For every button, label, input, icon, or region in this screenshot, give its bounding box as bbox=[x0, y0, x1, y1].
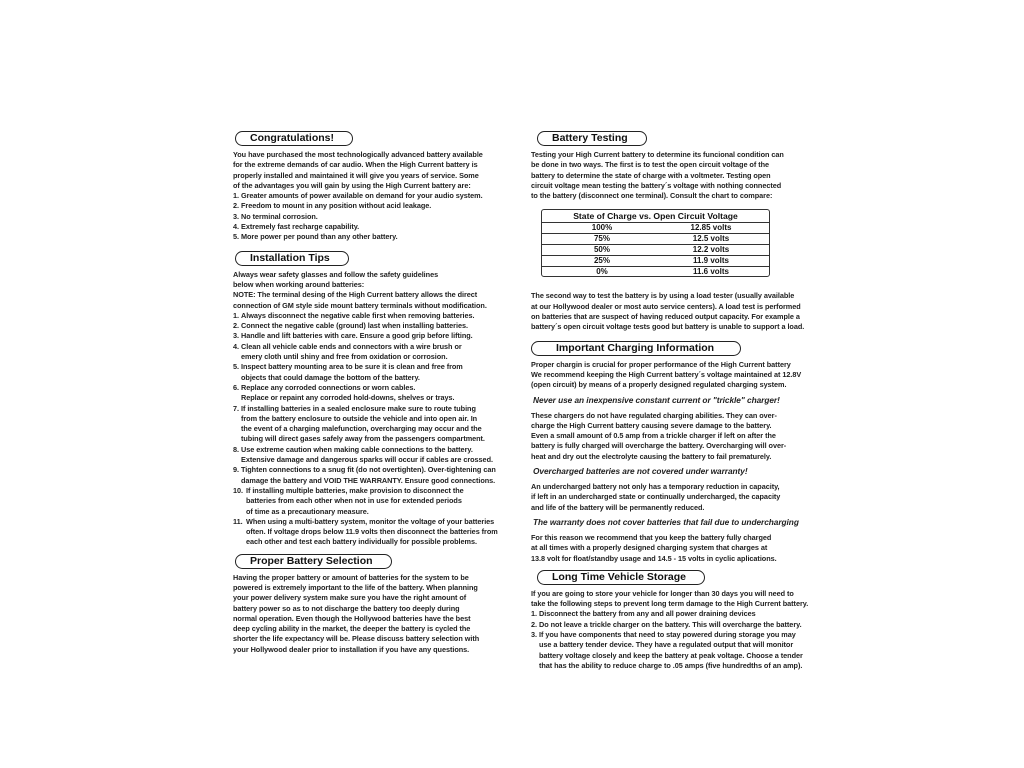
item-text: Do not leave a trickle charger on the battery. This will overcharge the battery. bbox=[539, 619, 802, 629]
selection-heading: Proper Battery Selection bbox=[235, 554, 392, 569]
text-line: The second way to test the battery is by using a load tester (usually available bbox=[531, 291, 795, 301]
selection-section bbox=[233, 551, 495, 655]
item-text: often. If voltage drops below 11.9 volts then disconnect the batteries from bbox=[246, 527, 498, 537]
item-text: Replace or repaint any corroded hold-downs, shelves or trays. bbox=[241, 393, 455, 403]
text-line: We recommend keeping the High Current battery´s voltage maintained at 12.8V bbox=[531, 369, 802, 379]
list-item bbox=[233, 465, 495, 486]
item-text: Extensive damage and dangerous sparks will occur if cables are crossed. bbox=[241, 455, 493, 465]
item-text: More power per pound than any other battery. bbox=[241, 232, 398, 242]
charge-voltage-table bbox=[541, 209, 770, 277]
storage-section bbox=[531, 567, 809, 671]
text-line: if left in an undercharged state or continually undercharged, the capacity bbox=[531, 492, 781, 502]
charging-section bbox=[531, 338, 802, 564]
item-text: battery voltage closely and keep the battery at peak voltage. Choose a tender bbox=[539, 650, 803, 660]
item-text: the event of a charging malefunction, overcharging may occur and the bbox=[241, 424, 482, 434]
item-text: Handle and lift batteries with care. Ensure a good grip before lifting. bbox=[241, 331, 473, 341]
item-text: If installing multiple batteries, make provision to disconnect the bbox=[246, 485, 464, 495]
text-line: of the advantages you will gain by using the High Current battery are: bbox=[233, 180, 471, 190]
text-line: battery is fully charged will overcharge the battery. Overcharging will over- bbox=[531, 441, 787, 451]
item-number: 6. bbox=[233, 382, 239, 392]
list-item bbox=[233, 342, 495, 363]
item-text: Always disconnect the negative cable first when removing batteries. bbox=[241, 310, 475, 320]
warning-overcharged: Overcharged batteries are not covered under warranty! bbox=[533, 466, 748, 477]
text-line: Always wear safety glasses and follow the safety guidelines bbox=[233, 269, 439, 279]
list-item bbox=[233, 516, 498, 548]
item-number: 3. bbox=[233, 211, 239, 221]
installation-heading: Installation Tips bbox=[235, 251, 349, 266]
item-number: 2. bbox=[531, 619, 537, 629]
list-item bbox=[233, 383, 495, 404]
item-text: Clean all vehicle cable ends and connectors with a wire brush or bbox=[241, 341, 462, 351]
left-column bbox=[233, 128, 498, 655]
list-item bbox=[233, 232, 495, 242]
text-line: be done in two ways. The first is to test the open circuit voltage of the bbox=[531, 160, 769, 170]
text-line: battery to determine the state of charge with a voltmeter. Testing open bbox=[531, 170, 771, 180]
table-row bbox=[542, 234, 769, 245]
text-line: Testing your High Current battery to determine its funcional condition can bbox=[531, 150, 784, 159]
item-text: When using a multi-battery system, monitor the voltage of your batteries bbox=[246, 516, 495, 526]
table-row bbox=[542, 245, 769, 256]
item-number: 7. bbox=[233, 403, 239, 413]
text-line: An undercharged battery not only has a temporary reduction in capacity, bbox=[531, 482, 780, 492]
text-line: normal operation. Even though the Hollywood batteries have the best bbox=[233, 613, 471, 623]
installation-section bbox=[233, 248, 498, 548]
item-text: objects that could damage the bottom of the battery. bbox=[241, 372, 420, 382]
charge-cell: 0% bbox=[596, 266, 608, 276]
item-text: of time as a precautionary measure. bbox=[246, 506, 369, 516]
item-number: 1. bbox=[233, 310, 239, 320]
text-line: charge the High Current battery causing severe damage to the battery. bbox=[531, 420, 772, 430]
text-line: at our Hollywood dealer or most auto service centers). A load test is performed bbox=[531, 301, 801, 311]
testing-heading: Battery Testing bbox=[537, 131, 647, 146]
storage-list bbox=[531, 609, 803, 671]
congratulations-intro bbox=[233, 150, 495, 191]
charge-cell: 75% bbox=[593, 234, 610, 244]
text-line: connection of GM style side mount battery terminals without modification. bbox=[233, 300, 487, 310]
text-line: deep cycling ability in the market, the deeper the battery is cycled the bbox=[233, 624, 471, 634]
item-text: Freedom to mount in any position without acid leakage. bbox=[241, 201, 432, 211]
list-item bbox=[233, 222, 495, 232]
item-text: No terminal corrosion. bbox=[241, 211, 318, 221]
storage-heading: Long Time Vehicle Storage bbox=[537, 570, 705, 585]
item-number: 3. bbox=[531, 630, 537, 639]
charge-cell: 50% bbox=[593, 245, 610, 255]
charge-cell: 25% bbox=[593, 255, 610, 265]
item-number: 1. bbox=[233, 191, 239, 201]
voltage-cell: 11.6 volts bbox=[692, 266, 730, 276]
text-line: your power delivery system make sure you have the right amount of bbox=[233, 593, 467, 603]
item-number: 4. bbox=[233, 222, 239, 232]
text-line: Proper chargin is crucial for proper performance of the High Current battery bbox=[531, 359, 791, 369]
item-number: 9. bbox=[233, 465, 239, 475]
item-number: 5. bbox=[233, 362, 239, 372]
text-line: NOTE: The terminal desing of the High Current battery allows the direct bbox=[233, 290, 478, 300]
table-row bbox=[542, 256, 769, 267]
warning-undercharging: The warranty does not cover batteries that fail due to undercharging bbox=[533, 516, 799, 527]
item-number: 1. bbox=[531, 609, 537, 619]
item-number: 8. bbox=[233, 444, 239, 454]
item-text: Replace any corroded connections or worn cables. bbox=[241, 382, 416, 392]
item-number: 3. bbox=[233, 331, 239, 341]
table-row bbox=[542, 267, 769, 277]
item-number: 2. bbox=[233, 201, 239, 211]
list-item bbox=[233, 201, 495, 211]
text-line: These chargers do not have regulated charging abilities. They can over- bbox=[531, 410, 777, 420]
congratulations-heading: Congratulations! bbox=[235, 131, 353, 146]
list-item bbox=[233, 321, 495, 331]
voltage-cell: 11.9 volts bbox=[692, 255, 730, 265]
charging-heading: Important Charging Information bbox=[531, 341, 741, 356]
list-item bbox=[233, 362, 495, 383]
item-text: tubing will direct gases safely away from the passengers compartment. bbox=[241, 434, 485, 444]
text-line: for the extreme demands of car audio. When the High Current battery is bbox=[233, 160, 478, 170]
list-item bbox=[531, 619, 802, 630]
congratulations-section bbox=[233, 128, 495, 243]
list-item bbox=[531, 609, 795, 619]
item-text: from the battery enclosure to outside the vehicle and into open air. In bbox=[241, 413, 478, 423]
text-line: heat and dry out the electrolyte causing the battery to fail prematurely. bbox=[531, 451, 772, 461]
text-line: battery´s open circuit voltage tests good but battery is unable to support a load. bbox=[531, 322, 805, 332]
text-line: below when working around batteries: bbox=[233, 279, 365, 289]
text-line: on batteries that are suspect of having reduced output capacity. For example a bbox=[531, 312, 800, 322]
right-column bbox=[531, 128, 809, 671]
item-text: Extremely fast recharge capability. bbox=[241, 222, 360, 232]
table-title: State of Charge vs. Open Circuit Voltage bbox=[542, 210, 769, 223]
item-number: 10. bbox=[233, 485, 243, 495]
voltage-cell: 12.2 volts bbox=[692, 245, 730, 255]
item-text: batteries from each other when not in use for extended periods bbox=[246, 496, 462, 506]
warning-trickle: Never use an inexpensive constant current or "trickle" charger! bbox=[533, 394, 780, 405]
item-text: damage the battery and VOID THE WARRANTY. Ensure good connections. bbox=[241, 475, 496, 485]
text-line: 13.8 volt for float/standby usage and 14.5 - 15 volts in cyclic aplications. bbox=[531, 553, 777, 563]
item-text: each other and test each battery individually for possible problems. bbox=[246, 537, 477, 547]
charge-cell: 100% bbox=[591, 223, 613, 233]
text-line: (open circuit) by means of a properly designed regulated charging system. bbox=[531, 380, 787, 390]
table-row bbox=[542, 223, 769, 234]
item-text: Inspect battery mounting area to be sure it is clean and free from bbox=[241, 362, 463, 372]
list-item bbox=[233, 191, 495, 201]
list-item bbox=[233, 486, 495, 517]
list-item bbox=[233, 445, 495, 466]
advantages-list bbox=[233, 191, 495, 242]
text-line: shorter the life expectancy will be. Please discuss battery selection with bbox=[233, 634, 480, 644]
item-text: If you have components that need to stay powered during storage you may bbox=[539, 630, 796, 639]
item-text: Disconnect the battery from any and all power draining devices bbox=[539, 609, 756, 619]
list-item bbox=[233, 404, 495, 445]
text-line: You have purchased the most technologically advanced battery available bbox=[233, 150, 483, 159]
text-line: battery power so as to not discharge the battery too deeply during bbox=[233, 603, 460, 613]
item-text: Greater amounts of power available on demand for your audio system. bbox=[241, 191, 483, 201]
item-text: Connect the negative cable (ground) last when installing batteries. bbox=[241, 321, 468, 331]
text-line: circuit voltage mean testing the battery´s voltage with nothing connected bbox=[531, 180, 782, 190]
voltage-cell: 12.5 volts bbox=[692, 234, 730, 244]
text-line: powered is extremely important to the life of the battery. When planning bbox=[233, 582, 478, 592]
text-line: and life of the battery will be permanently reduced. bbox=[531, 502, 705, 512]
item-number: 2. bbox=[233, 321, 239, 331]
item-text: Tighten connections to a snug fit (do not overtighten). Over-tightening can bbox=[241, 465, 496, 475]
item-text: that has the ability to reduce charge to .05 amps (five hundredths of an amp). bbox=[539, 660, 803, 670]
item-text: Use extreme caution when making cable connections to the battery. bbox=[241, 444, 473, 454]
text-line: your Hollywood dealer prior to installation if you have any questions. bbox=[233, 644, 470, 654]
item-text: use a battery tender device. They have a regulated output that will monitor bbox=[539, 640, 794, 650]
testing-section bbox=[531, 128, 805, 333]
item-number: 4. bbox=[233, 341, 239, 351]
list-item bbox=[233, 311, 495, 321]
item-number: 5. bbox=[233, 232, 239, 242]
installation-list bbox=[233, 310, 498, 548]
text-line: take the following steps to prevent long term damage to the High Current battery. bbox=[531, 599, 809, 609]
list-item bbox=[531, 630, 803, 671]
text-line: Even a small amount of 0.5 amp from a trickle charger if left on after the bbox=[531, 431, 776, 441]
text-line: Having the proper battery or amount of batteries for the system to be bbox=[233, 572, 469, 582]
text-line: properly installed and maintained it will give you years of service. Some bbox=[233, 170, 479, 180]
list-item bbox=[233, 212, 495, 222]
item-text: emery cloth until shiny and free from oxidation or corrosion. bbox=[241, 352, 448, 362]
item-text: If installing batteries in a sealed enclosure make sure to route tubing bbox=[241, 403, 476, 413]
text-line: at all times with a properly designed charging system that charges at bbox=[531, 543, 768, 553]
item-number: 11. bbox=[233, 516, 243, 526]
text-line: If you are going to store your vehicle for longer than 30 days you will need to bbox=[531, 588, 794, 598]
text-line: to the battery (disconnect one terminal). Consult the chart to compare: bbox=[531, 191, 773, 201]
text-line: For this reason we recommend that you keep the battery fully charged bbox=[531, 532, 772, 542]
voltage-cell: 12.85 volts bbox=[690, 223, 732, 233]
list-item bbox=[233, 331, 495, 341]
